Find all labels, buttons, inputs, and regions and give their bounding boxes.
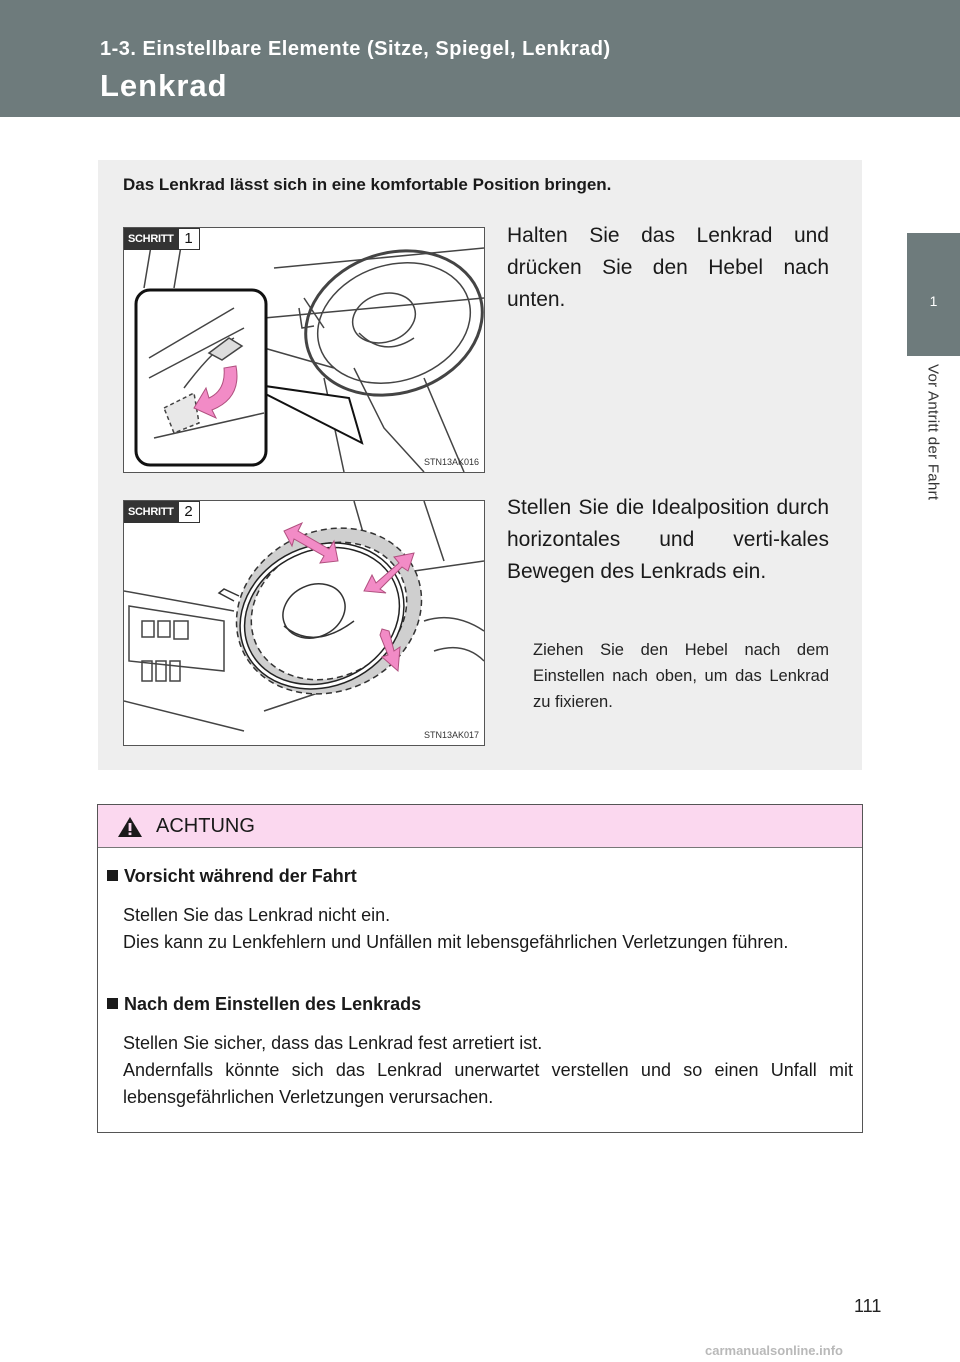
warning-item-heading: Vorsicht während der Fahrt	[107, 866, 357, 887]
step-2-subtext: Ziehen Sie den Hebel nach dem Einstellen nach oben, um das Lenkrad zu fixieren.	[533, 641, 829, 711]
chapter-number: 1	[929, 293, 938, 309]
step-word: SCHRITT	[124, 228, 178, 250]
step-1-label	[124, 228, 200, 250]
page-number: 111	[854, 1296, 882, 1316]
figure-step-1	[123, 227, 485, 473]
step-word: SCHRITT	[124, 501, 178, 523]
figure-step-2	[123, 500, 485, 746]
warning-item-heading: Nach dem Einstellen des Lenkrads	[107, 994, 421, 1015]
section-title: 1-3. Einstellbare Elemente (Sitze, Spiegel, Lenkrad)	[100, 38, 611, 60]
step-number: 2	[178, 501, 200, 523]
steering-adjust-illustration	[124, 501, 484, 745]
step-2-label	[124, 501, 200, 523]
figure-code: STN13AK017	[423, 730, 479, 740]
steering-lever-illustration	[124, 228, 484, 472]
step-2-text: Stellen Sie die Idealposition durch horizontales und verti-kales Bewegen des Lenkrads ein.	[507, 496, 829, 583]
page-header	[0, 0, 960, 117]
intro-text: Das Lenkrad lässt sich in eine komfortable Position bringen.	[123, 175, 612, 194]
warning-box	[97, 804, 863, 1133]
warning-title: ACHTUNG	[156, 815, 255, 837]
chapter-label: Vor Antritt der Fahrt	[924, 364, 942, 501]
step-number: 1	[178, 228, 200, 250]
watermark: carmanualsonline.info	[705, 1343, 843, 1358]
step-1-text: Halten Sie das Lenkrad und drücken Sie den Hebel nach unten.	[507, 224, 829, 311]
chapter-tab[interactable]	[907, 233, 960, 356]
figure-code: STN13AK016	[423, 457, 479, 467]
warning-triangle-icon	[117, 816, 143, 838]
warning-item-text: Stellen Sie sicher, dass das Lenkrad fest arretiert ist. Andernfalls könnte sich das Lenkrad unerwartet verstellen und so einen Unfall mit lebensgefährlichen Verletzungen verursachen.	[123, 1033, 853, 1107]
warning-item-text: Stellen Sie das Lenkrad nicht ein. Dies kann zu Lenkfehlern und Unfällen mit lebensgefährlichen Verletzungen führen.	[123, 905, 789, 952]
square-bullet-icon	[107, 998, 118, 1009]
page-title: Lenkrad	[100, 68, 228, 103]
chapter-label-tab	[907, 356, 960, 576]
warning-header	[98, 805, 862, 848]
square-bullet-icon	[107, 870, 118, 881]
